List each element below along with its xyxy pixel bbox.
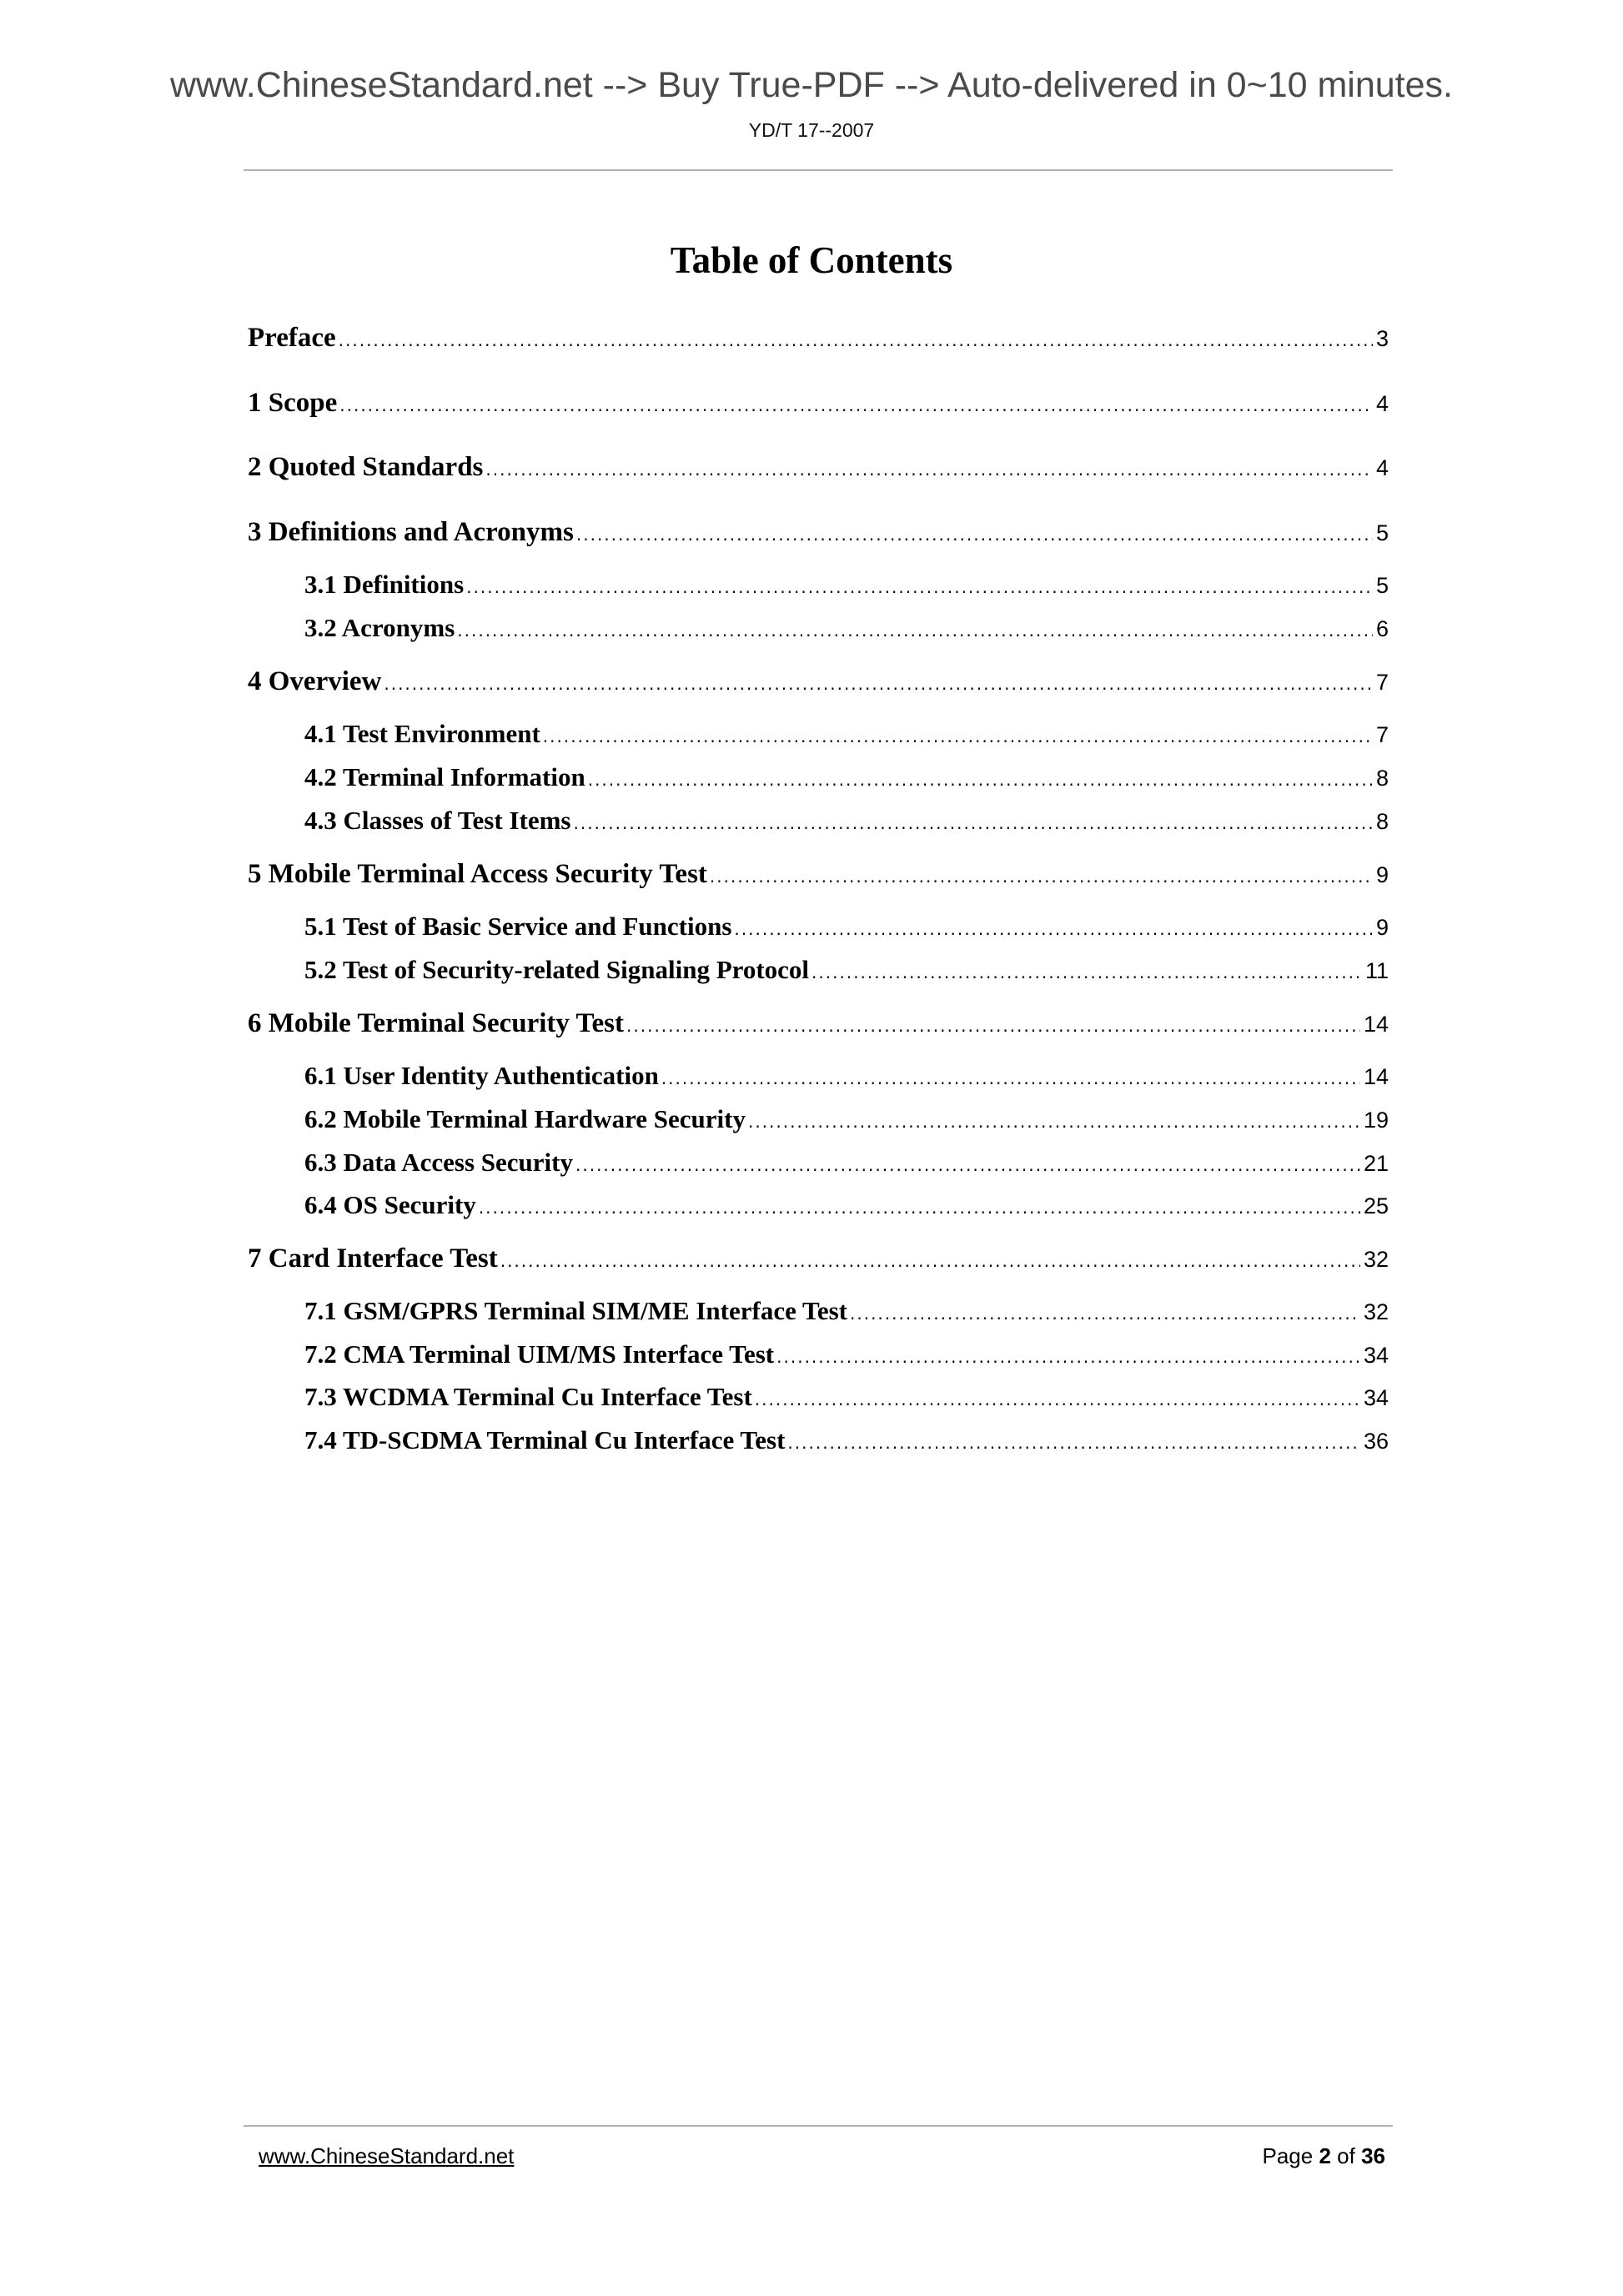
toc-entry-page: 4 <box>1375 391 1389 416</box>
dot-leader <box>776 1339 1360 1375</box>
toc-entry-page: 14 <box>1363 1064 1389 1089</box>
dot-leader <box>576 516 1373 553</box>
toc-entry-page: 32 <box>1363 1299 1389 1324</box>
page-current: 2 <box>1319 2143 1331 2168</box>
toc-entry-label: Preface <box>248 323 336 353</box>
toc-entry[interactable] <box>304 952 1389 988</box>
dot-leader <box>575 1147 1360 1183</box>
toc-entry-label: 4 Overview <box>248 666 382 696</box>
toc-entry-label: 6 Mobile Terminal Security Test <box>248 1008 625 1038</box>
toc-entry-label: 3.1 Definitions <box>304 570 465 599</box>
toc-entry[interactable] <box>304 1293 1389 1329</box>
footer-divider <box>244 2125 1393 2127</box>
toc-entry[interactable] <box>248 663 1389 700</box>
toc-entry[interactable] <box>304 1336 1389 1373</box>
dot-leader <box>466 569 1373 605</box>
toc-entry-page: 4 <box>1375 455 1389 480</box>
dot-leader <box>748 1103 1360 1140</box>
toc-entry[interactable] <box>304 1101 1389 1138</box>
dot-leader <box>479 1189 1360 1226</box>
toc-entry-label: 2 Quoted Standards <box>248 452 484 482</box>
toc-entry-label: 7.3 WCDMA Terminal Cu Interface Test <box>304 1382 752 1411</box>
toc-entry-label: 6.2 Mobile Terminal Hardware Security <box>304 1104 746 1133</box>
dot-leader <box>787 1424 1360 1461</box>
toc-entry-label: 7.2 CMA Terminal UIM/MS Interface Test <box>304 1339 775 1369</box>
toc-entry[interactable] <box>304 1187 1389 1223</box>
dot-leader <box>812 954 1362 991</box>
toc-entry-label: 7.1 GSM/GPRS Terminal SIM/ME Interface Test <box>304 1296 847 1325</box>
toc-entry-page: 11 <box>1364 958 1389 983</box>
dot-leader <box>339 322 1373 359</box>
toc-entry-page: 7 <box>1375 670 1389 695</box>
toc-entry-label: 4.1 Test Environment <box>304 719 540 748</box>
toc-entry[interactable] <box>248 856 1389 892</box>
dot-leader <box>850 1295 1360 1332</box>
toc-entry-label: 4.2 Terminal Information <box>304 762 585 791</box>
toc-entry[interactable] <box>248 1005 1389 1042</box>
dot-leader <box>710 858 1373 895</box>
footer-site-link[interactable]: www.ChineseStandard.net <box>259 2143 515 2168</box>
toc-entry-page: 8 <box>1375 809 1389 834</box>
toc-entry[interactable] <box>304 566 1389 603</box>
dot-leader <box>734 911 1373 947</box>
toc-entry-label: 4.3 Classes of Test Items <box>304 806 571 835</box>
toc-entry-label: 6.3 Data Access Security <box>304 1148 573 1177</box>
toc-entry[interactable] <box>304 1144 1389 1181</box>
toc-entry[interactable] <box>304 908 1389 945</box>
dot-leader <box>339 387 1373 424</box>
document-code: YD/T 17--2007 <box>748 119 875 141</box>
dot-leader <box>573 805 1372 842</box>
page-of: of <box>1337 2143 1355 2168</box>
toc-entry-label: 6.4 OS Security <box>304 1190 476 1219</box>
toc-entry-label: 7.4 TD-SCDMA Terminal Cu Interface Test <box>304 1425 786 1454</box>
page-number <box>1262 2143 1385 2169</box>
toc-entry-page: 19 <box>1363 1108 1389 1133</box>
dot-leader <box>755 1381 1360 1418</box>
toc-entry-label: 5.2 Test of Security-related Signaling Protocol <box>304 955 810 984</box>
toc-entry-page: 14 <box>1363 1012 1389 1037</box>
toc-entry-page: 3 <box>1375 326 1389 351</box>
toc-entry[interactable] <box>248 384 1389 421</box>
toc-entry-label: 3 Definitions and Acronyms <box>248 517 574 547</box>
toc-entry-page: 34 <box>1363 1343 1389 1368</box>
toc-entry-page: 25 <box>1363 1193 1389 1218</box>
toc-entry-page: 9 <box>1375 862 1389 887</box>
toc-entry-page: 32 <box>1363 1247 1389 1272</box>
toc-entry[interactable] <box>304 1422 1389 1459</box>
toc-entry-page: 6 <box>1375 616 1389 641</box>
toc-entry-label: 3.2 Acronyms <box>304 613 455 642</box>
toc-entry-label: 5 Mobile Terminal Access Security Test <box>248 859 707 889</box>
toc-entry[interactable] <box>304 759 1389 796</box>
dot-leader <box>588 761 1373 798</box>
toc-entry[interactable] <box>304 1058 1389 1094</box>
page-prefix: Page <box>1262 2143 1314 2168</box>
dot-leader <box>543 718 1373 755</box>
dot-leader <box>661 1060 1360 1097</box>
toc-entry[interactable] <box>248 449 1389 485</box>
toc-title: Table of Contents <box>670 239 953 281</box>
toc-entry[interactable] <box>304 610 1389 646</box>
site-banner: www.ChineseStandard.net --> Buy True-PDF --> Auto-delivered in 0~10 minutes. <box>169 65 1453 105</box>
dot-leader <box>626 1007 1360 1044</box>
toc-entry[interactable] <box>304 802 1389 839</box>
toc-entry[interactable] <box>304 716 1389 752</box>
toc-entry-page: 21 <box>1363 1151 1389 1176</box>
toc-entry[interactable] <box>248 1240 1389 1277</box>
toc-entry-page: 8 <box>1375 766 1389 791</box>
toc-entry[interactable] <box>248 514 1389 550</box>
toc-entry-page: 7 <box>1375 722 1389 747</box>
toc-entry-page: 5 <box>1375 520 1389 545</box>
toc-entry-page: 36 <box>1363 1429 1389 1454</box>
dot-leader <box>384 666 1373 702</box>
toc-entry-label: 1 Scope <box>248 388 338 418</box>
toc-entry-page: 9 <box>1375 915 1389 940</box>
toc-entry[interactable] <box>248 319 1389 356</box>
dot-leader <box>485 451 1373 488</box>
toc-entry-label: 7 Card Interface Test <box>248 1243 498 1274</box>
toc-entry-page: 5 <box>1375 573 1389 598</box>
page-total: 36 <box>1361 2143 1385 2168</box>
dot-leader <box>457 612 1373 649</box>
toc-entry[interactable] <box>304 1379 1389 1415</box>
toc-entry-label: 5.1 Test of Basic Service and Functions <box>304 912 732 941</box>
toc-entry-page: 34 <box>1363 1385 1389 1410</box>
dot-leader <box>500 1243 1360 1279</box>
toc-entry-label: 6.1 User Identity Authentication <box>304 1061 659 1090</box>
header-divider <box>244 169 1393 171</box>
